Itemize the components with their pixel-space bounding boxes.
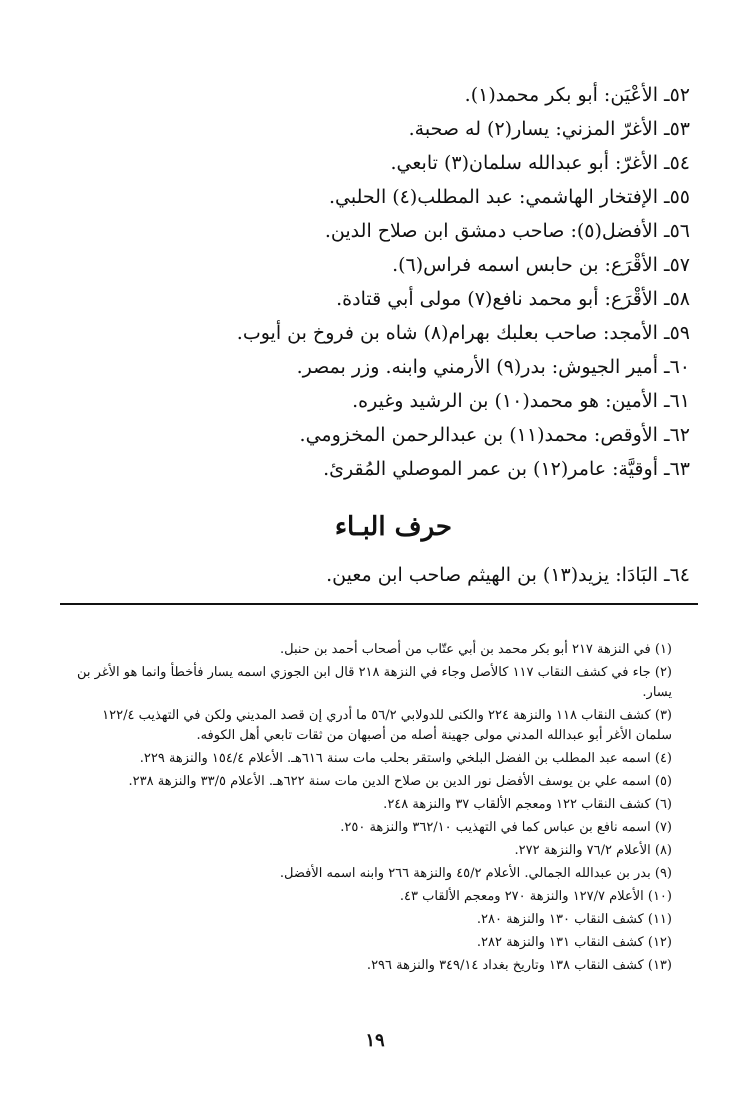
footnote-4: (٤) اسمه عبد المطلب بن الفضل البلخي واستقر بحلب مات سنة ٦١٦هـ. الأعلام ١٥٤/٤ والنزهة ٢٢٩. bbox=[139, 751, 672, 766]
footnote-divider bbox=[60, 603, 698, 605]
entry-64: ٦٤ـ البَادَا: يزيد(١٣) بن الهيثم صاحب ابن معين. bbox=[326, 564, 690, 586]
footnote-3: (٣) كشف النقاب ١١٨ والنزهة ٢٢٤ والكنى للدولابي ٥٦/٢ ما أدري إن قصد المديني ولكن في التهذيب ١٢٢/٤ سلمان الأغر أبو عبدالله المدني مولى جهينة أصله من أصبهان من ثقات تابعي أهل الكوفه. bbox=[102, 708, 672, 743]
entry-54: ٥٤ـ الأغرّ: أبو عبدالله سلمان(٣) تابعي. bbox=[390, 152, 690, 174]
page-number: ١٩ bbox=[365, 1030, 385, 1051]
entry-60: ٦٠ـ أمير الجيوش: بدر(٩) الأرمني وابنه. وزر بمصر. bbox=[296, 356, 690, 378]
footnotes bbox=[72, 640, 672, 979]
footnote-10: (١٠) الأعلام ١٢٧/٧ والنزهة ٢٧٠ ومعجم الألقاب ٤٣. bbox=[399, 889, 672, 904]
entry-59: ٥٩ـ الأمجد: صاحب بعلبك بهرام(٨) شاه بن فروخ بن أيوب. bbox=[236, 322, 690, 344]
entry-57: ٥٧ـ الأقْرَع: بن حابس اسمه فراس(٦). bbox=[392, 254, 690, 276]
footnote-9: (٩) بدر بن عبدالله الجمالي. الأعلام ٤٥/٢ والنزهة ٢٦٦ وابنه اسمه الأفضل. bbox=[279, 866, 672, 881]
entry-61: ٦١ـ الأمين: هو محمد(١٠) بن الرشيد وغيره. bbox=[352, 390, 690, 412]
footnote-7: (٧) اسمه نافع بن عباس كما في التهذيب ٣٦٢/١٠ والنزهة ٢٥٠. bbox=[340, 820, 672, 835]
footnote-2: (٢) جاء في كشف النقاب ١١٧ كالأصل وجاء في النزهة ٢١٨ قال ابن الجوزي اسمه يسار فأخطأ وانما هو الأغر بن يسار. bbox=[77, 665, 672, 700]
entry-56: ٥٦ـ الأفضل(٥): صاحب دمشق ابن صلاح الدين. bbox=[324, 220, 690, 242]
footnote-11: (١١) كشف النقاب ١٣٠ والنزهة ٢٨٠. bbox=[476, 912, 672, 927]
footnote-6: (٦) كشف النقاب ١٢٢ ومعجم الألقاب ٣٧ والنزهة ٢٤٨. bbox=[383, 797, 672, 812]
entry-63: ٦٣ـ أوقيَّة: عامر(١٢) بن عمر الموصلي المُقرئ. bbox=[323, 458, 690, 480]
footnote-8: (٨) الأعلام ٧٦/٢ والنزهة ٢٧٢. bbox=[514, 843, 672, 858]
footnote-12: (١٢) كشف النقاب ١٣١ والنزهة ٢٨٢. bbox=[476, 935, 672, 950]
entry-58: ٥٨ـ الأقْرَع: أبو محمد نافع(٧) مولى أبي قتادة. bbox=[336, 288, 690, 310]
entry-55: ٥٥ـ الإفتخار الهاشمي: عبد المطلب(٤) الحلبي. bbox=[328, 186, 690, 208]
footnote-1: (١) في النزهة ٢١٧ أبو بكر محمد بن أبي عتّاب من أصحاب أحمد بن حنبل. bbox=[279, 642, 672, 657]
footnote-13: (١٣) كشف النقاب ١٣٨ وتاريخ بغداد ٣٤٩/١٤ والنزهة ٢٩٦. bbox=[366, 958, 672, 973]
entry-53: ٥٣ـ الأغرّ المزني: يسار(٢) له صحبة. bbox=[408, 118, 690, 140]
entry-52: ٥٢ـ الأعْيَن: أبو بكر محمد(١). bbox=[464, 84, 690, 106]
entry-list bbox=[50, 78, 690, 486]
footnote-5: (٥) اسمه علي بن يوسف الأفضل نور الدين بن صلاح الدين مات سنة ٦٢٢هـ. الأعلام ٣٣/٥ والنزهة ٢٣٨. bbox=[128, 774, 672, 789]
entry-62: ٦٢ـ الأوقص: محمد(١١) بن عبدالرحمن المخزومي. bbox=[299, 424, 690, 446]
section-heading: حرف البـاء bbox=[334, 512, 452, 542]
